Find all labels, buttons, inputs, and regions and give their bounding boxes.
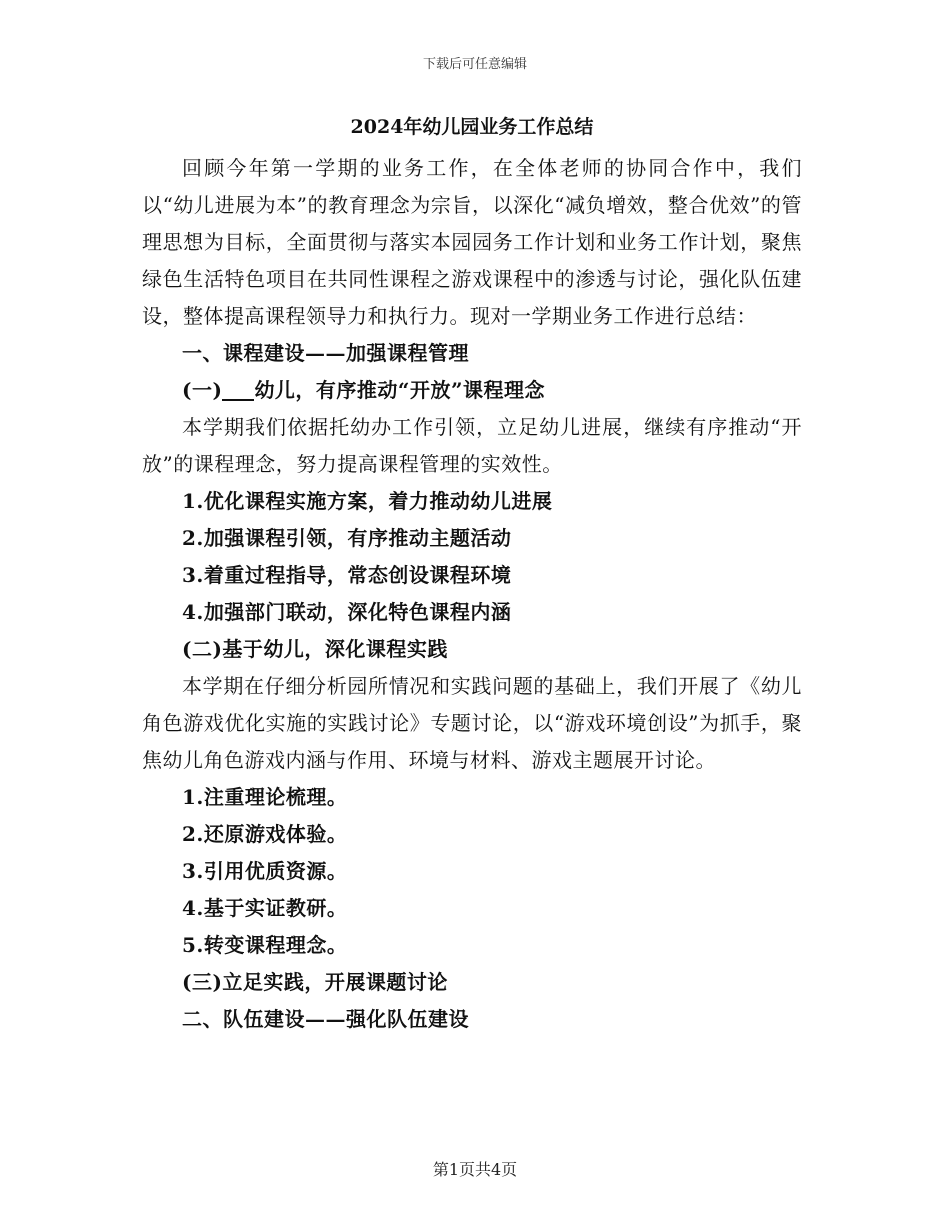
subsection-3-heading: (三)立足实践，开展课题讨论 [182,970,448,994]
list-item: 1.优化课程实施方案，着力推动幼儿进展 [182,489,553,513]
list-item: 5.转变课程理念。 [182,933,348,957]
section-2-heading: 二、队伍建设——强化队伍建设 [182,1007,469,1031]
subsection-1-heading [142,372,802,409]
list-item: 2.加强课程引领，有序推动主题活动 [182,526,512,550]
blank-underline [222,379,254,401]
intro-paragraph: 回顾今年第一学期的业务工作，在全体老师的协同合作中，我们以“幼儿进展为本”的教育理念为宗旨，以深化“减负增效，整合优效”的管理思想为目标，全面贯彻与落实本园园务工作计划和业务工作计划，聚焦绿色生活特色项目在共同性课程之游戏课程中的渗透与讨论，强化队伍建设，整体提高课程领导力和执行力。现对一学期业务工作进行总结： [142,156,802,328]
list-item: 4.基于实证教研。 [182,896,348,920]
list-item: 4.加强部门联动，深化特色课程内涵 [182,600,512,624]
subsection-1-suffix: 幼儿，有序推动“开放”课程理念 [254,378,545,402]
list-item: 2.还原游戏体验。 [182,822,348,846]
subsection-2-paragraph: 本学期在仔细分析园所情况和实践问题的基础上，我们开展了《幼儿角色游戏优化实施的实践讨论》专题讨论，以“游戏环境创设”为抓手，聚焦幼儿角色游戏内涵与作用、环境与材料、游戏主题展开讨论。 [142,674,802,772]
subsection-1-prefix: (一) [182,378,223,402]
subsection-1-paragraph: 本学期我们依据托幼办工作引领，立足幼儿进展，继续有序推动“开放”的课程理念，努力提高课程管理的实效性。 [142,415,802,476]
list-item: 1.注重理论梳理。 [182,785,348,809]
subsection-2-heading: (二)基于幼儿，深化课程实践 [182,637,448,661]
document-body [142,112,802,1038]
list-item: 3.着重过程指导，常态创设课程环境 [182,563,512,587]
document-title: 2024年幼儿园业务工作总结 [350,116,594,138]
header-note: 下载后可任意编辑 [422,57,527,72]
page-footer: 第1页共4页 [432,1160,518,1179]
section-1-heading: 一、课程建设——加强课程管理 [182,341,469,365]
list-item: 3.引用优质资源。 [182,859,348,883]
